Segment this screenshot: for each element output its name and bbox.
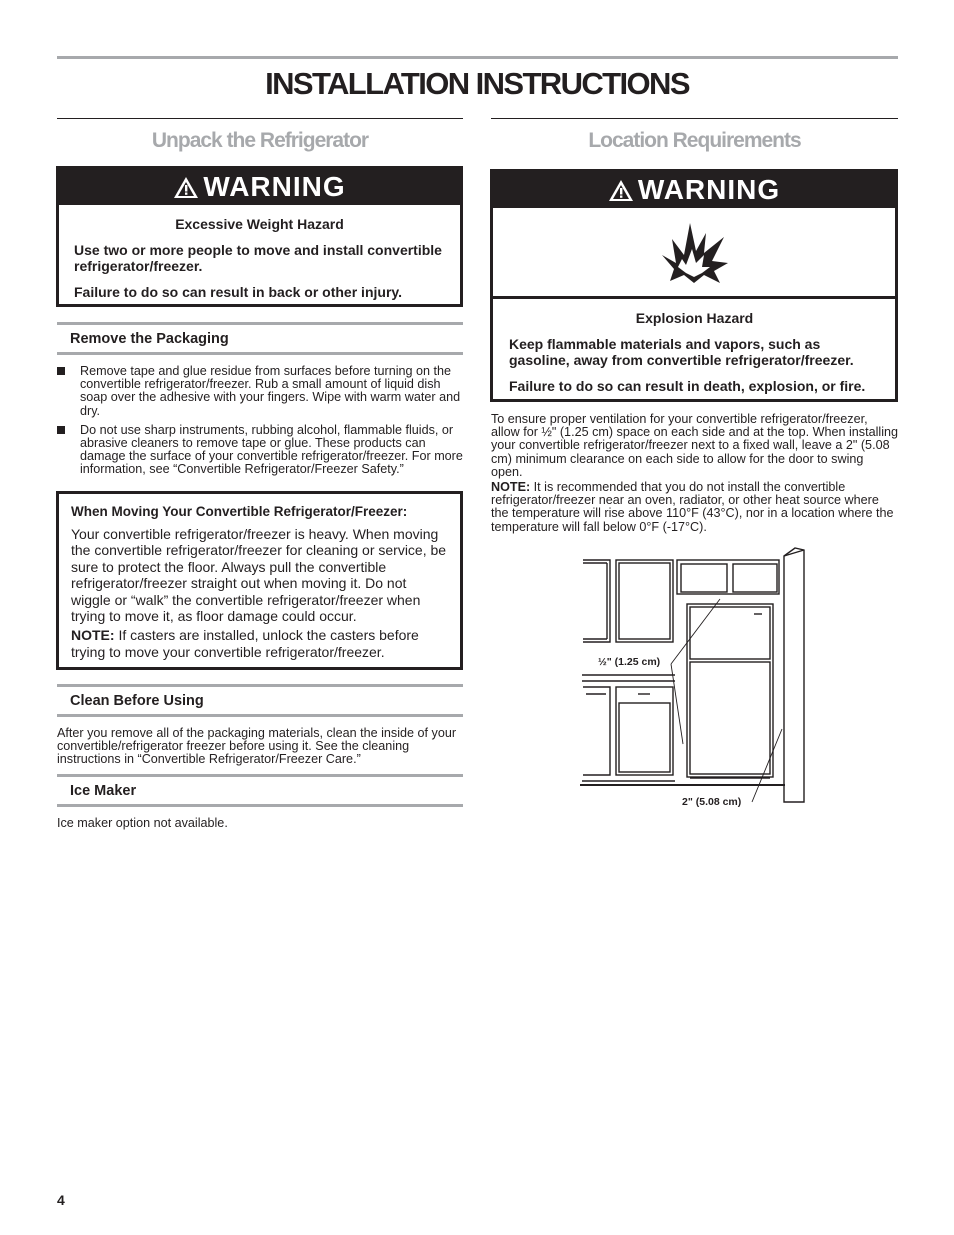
remove-packaging-heading bbox=[57, 322, 463, 355]
moving-note-note bbox=[71, 627, 448, 660]
unpack-section-title: Unpack the Refrigerator bbox=[151, 129, 369, 152]
ice-maker-heading bbox=[57, 774, 463, 807]
note-text: It is recommended that you do not install the convertible refrigerator/freezer near an oven, radiator, or other heat source where the temperature will rise above 110°F (43°C), nor in a location where the temperature will fall below 0°F (-17°C). bbox=[491, 480, 894, 534]
explosion-hazard-line1: Keep flammable materials and vapors, such as gasoline, away from convertible refrigerator/freezer. bbox=[509, 335, 854, 368]
warning-label: WARNING bbox=[203, 171, 346, 202]
note-text: If casters are installed, unlock the casters before trying to move your convertible refrigerator/freezer. bbox=[71, 627, 419, 660]
moving-note-box bbox=[56, 491, 463, 670]
left-column-rule bbox=[57, 118, 463, 119]
list-item-text: Do not use sharp instruments, rubbing alcohol, flammable fluids, or abrasive cleaners to remove tape or glue. These products can damage the surface of your convertible refrigerator/freezer. For more information, see “Convertible Refrigerator/Freezer Safety.” bbox=[80, 422, 463, 477]
moving-note-title: When Moving Your Convertible Refrigerator/Freezer: bbox=[71, 504, 408, 519]
note-label: NOTE: bbox=[71, 627, 115, 644]
weight-hazard-line1: Use two or more people to move and install convertible refrigerator/freezer. bbox=[74, 241, 442, 274]
list-item bbox=[57, 424, 463, 477]
warning-triangle-icon bbox=[173, 175, 199, 199]
weight-hazard-title: Excessive Weight Hazard bbox=[175, 216, 344, 232]
explosion-hazard-title: Explosion Hazard bbox=[635, 310, 754, 326]
clean-body: After you remove all of the packaging materials, clean the inside of your convertible/refrigerator freezer before using it. See the cleaning instructions in “Convertible Refrigerator/Freezer Care.” bbox=[57, 726, 457, 767]
ice-maker-body: Ice maker option not available. bbox=[57, 816, 228, 830]
right-column-rule bbox=[491, 118, 898, 119]
location-section-title: Location Requirements bbox=[588, 129, 801, 152]
remove-packaging-title: Remove the Packaging bbox=[70, 330, 229, 347]
clearance-diagram bbox=[580, 544, 810, 814]
list-item bbox=[57, 365, 463, 418]
bullet-square-icon bbox=[57, 426, 65, 434]
location-note bbox=[491, 481, 898, 534]
top-rule bbox=[57, 56, 898, 59]
weight-hazard-line2: Failure to do so can result in back or other injury. bbox=[74, 283, 403, 300]
page-number: 4 bbox=[57, 1192, 65, 1208]
moving-note-body: Your convertible refrigerator/freezer is heavy. When moving the convertible refrigerator/freezer for cleaning or service, be sure to protect the floor. Always pull the convertible refrigerator/freezer straight out when moving it. Do not wiggle or “walk” the convertible refrigerator/freezer when trying to move it, as floor damage could occur. bbox=[71, 526, 447, 625]
clean-before-using-heading bbox=[57, 684, 463, 717]
clean-title: Clean Before Using bbox=[70, 692, 204, 709]
page-title: INSTALLATION INSTRUCTIONS bbox=[265, 66, 689, 101]
remove-packaging-list bbox=[57, 365, 463, 483]
warning-header bbox=[493, 172, 895, 208]
note-label: NOTE: bbox=[491, 480, 531, 494]
ice-maker-title: Ice Maker bbox=[70, 782, 137, 799]
explosion-hazard-line2: Failure to do so can result in death, explosion, or fire. bbox=[509, 377, 866, 394]
list-item-text: Remove tape and glue residue from surfaces before turning on the convertible refrigerator/freezer. Rub a small amount of liquid dish soap over the adhesive with your fingers. Wipe with warm water and dry. bbox=[80, 364, 461, 418]
explosion-icon-area bbox=[493, 208, 895, 299]
half-inch-label: ½" (1.25 cm) bbox=[598, 656, 661, 668]
warning-triangle-icon bbox=[608, 178, 634, 202]
weight-warning-box bbox=[56, 166, 463, 307]
warning-label: WARNING bbox=[637, 174, 781, 205]
ventilation-paragraph: To ensure proper ventilation for your convertible refrigerator/freezer, allow for ½" (1.25 cm) space on each side and at the top. When installing your convertible refrigerator/freezer next to a fixed wall, leave a 2" (5.08 cm) minimum clearance on each side to allow for the door to swing open. bbox=[491, 412, 898, 479]
bullet-square-icon bbox=[57, 367, 65, 375]
two-inch-label: 2" (5.08 cm) bbox=[682, 796, 742, 808]
explosion-icon bbox=[658, 219, 730, 285]
warning-header bbox=[59, 169, 460, 205]
explosion-warning-box bbox=[490, 169, 898, 402]
